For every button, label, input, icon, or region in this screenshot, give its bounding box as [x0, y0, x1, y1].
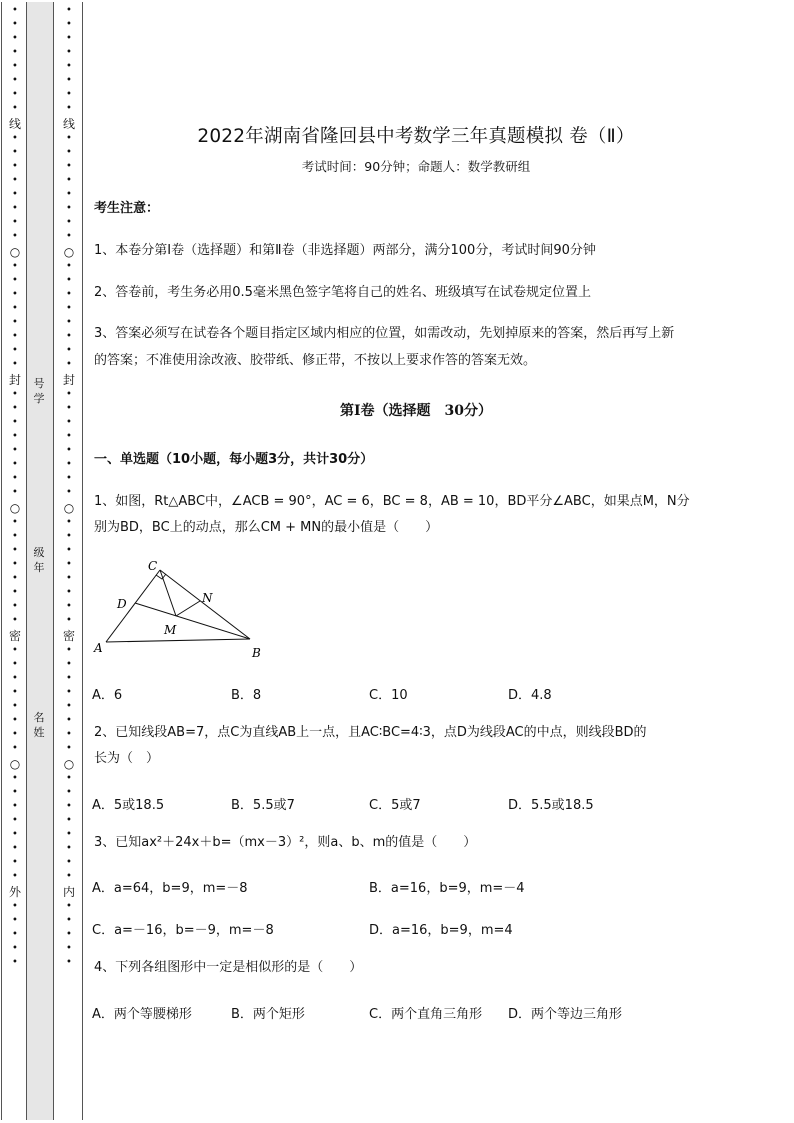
binding-dot: • — [12, 289, 18, 300]
binding-dot: • — [66, 89, 72, 100]
binding-dot: • — [12, 815, 18, 826]
question-3-option-a: A．a=64，b=9，m=－8 — [92, 881, 248, 896]
binding-dot: • — [12, 929, 18, 940]
binding-dot: • — [12, 587, 18, 598]
right-angle-mark — [156, 574, 166, 579]
binding-dot: • — [12, 659, 18, 670]
binding-dot: • — [12, 175, 18, 186]
question-3-option-c: C．a=－16，b=－9，m=－8 — [92, 923, 274, 938]
question-1-line-2: 别为BD，BC上的动点，那么CM + MN的最小值是（ ） — [94, 520, 439, 535]
binding-dot: • — [12, 573, 18, 584]
binding-dot: • — [12, 103, 18, 114]
question-2-option-a: A．5或18.5 — [92, 798, 165, 813]
question-4-line-1: 4、下列各组图形中一定是相似形的是（ ） — [94, 960, 363, 975]
notice-heading: 考生注意： — [94, 201, 160, 216]
binding-dot: • — [12, 701, 18, 712]
binding-dot: • — [66, 147, 72, 158]
binding-dot: • — [12, 957, 18, 968]
question-4-option-c: C．两个直角三角形 — [369, 1007, 483, 1022]
question-2-line-2: 长为（ ） — [94, 751, 160, 766]
question-4-option-a: A．两个等腰梯形 — [92, 1007, 192, 1022]
binding-dot: • — [66, 787, 72, 798]
question-1-line-1: 1、如图，Rt△ABC中，∠ACB = 90°，AC = 6，BC = 8，AB = 10，BD平分∠ABC，如果点M，N分 — [94, 494, 690, 509]
notice-item-1: 1、本卷分第I卷（选择题）和第Ⅱ卷（非选择题）两部分，满分100分，考试时间90分钟 — [94, 243, 596, 258]
binding-dot: • — [66, 175, 72, 186]
binding-dot: • — [12, 403, 18, 414]
binding-dot: • — [12, 801, 18, 812]
binding-dot: • — [66, 531, 72, 542]
binding-dot: • — [12, 317, 18, 328]
binding-dot: • — [12, 389, 18, 400]
binding-dot: • — [12, 47, 18, 58]
binding-dot: • — [66, 843, 72, 854]
binding-dot: • — [66, 601, 72, 612]
binding-mark-left-3: 封 — [8, 373, 21, 387]
binding-dot: • — [12, 857, 18, 868]
binding-mark-right-4: ○ — [63, 501, 75, 515]
binding-dot: • — [12, 147, 18, 158]
label-b: B — [252, 646, 261, 660]
binding-dots-right — [61, 4, 77, 970]
binding-dot: • — [12, 33, 18, 44]
binding-mark-left-2: ○ — [9, 245, 21, 259]
binding-mark-right-6: ○ — [63, 757, 75, 771]
section-title: 第I卷（选择题 30分） — [339, 403, 493, 419]
binding-dot: • — [66, 261, 72, 272]
label-c: C — [148, 559, 158, 573]
question-1-option-b: B．8 — [231, 688, 262, 703]
binding-dot: • — [66, 47, 72, 58]
binding-dot: • — [66, 317, 72, 328]
binding-dot: • — [12, 871, 18, 882]
binding-dot: • — [12, 601, 18, 612]
binding-dots-left — [7, 4, 23, 970]
binding-dot: • — [12, 915, 18, 926]
binding-dot: • — [12, 331, 18, 342]
margin-line-right — [82, 2, 83, 1120]
binding-dot: • — [66, 645, 72, 656]
binding-dot: • — [66, 161, 72, 172]
exam-subtitle: 考试时间：90分钟；命题人：数学教研组 — [301, 159, 531, 174]
student-id-label: 号学 — [33, 377, 45, 405]
binding-dot: • — [66, 801, 72, 812]
binding-dot: • — [12, 5, 18, 16]
binding-dot: • — [66, 929, 72, 940]
question-2-option-b: B．5.5或7 — [231, 798, 295, 813]
binding-mark-right-3: 封 — [62, 373, 75, 387]
binding-dot: • — [66, 715, 72, 726]
binding-dot: • — [66, 217, 72, 228]
binding-dot: • — [66, 303, 72, 314]
binding-dot: • — [66, 559, 72, 570]
binding-dot: • — [12, 901, 18, 912]
binding-dot: • — [12, 487, 18, 498]
binding-dot: • — [66, 871, 72, 882]
binding-dot: • — [12, 673, 18, 684]
binding-dot: • — [12, 687, 18, 698]
binding-dot: • — [66, 431, 72, 442]
binding-dot: • — [12, 843, 18, 854]
binding-dot: • — [12, 431, 18, 442]
binding-dot: • — [66, 403, 72, 414]
binding-mark-left-6: ○ — [9, 757, 21, 771]
binding-mark-right-5: 密 — [62, 629, 75, 643]
binding-dot: • — [66, 857, 72, 868]
binding-dot: • — [66, 417, 72, 428]
binding-dot: • — [66, 545, 72, 556]
binding-dot: • — [12, 417, 18, 428]
binding-dot: • — [12, 303, 18, 314]
binding-dot: • — [66, 615, 72, 626]
binding-dot: • — [12, 517, 18, 528]
label-m: M — [164, 623, 177, 637]
binding-dot: • — [12, 189, 18, 200]
binding-dot: • — [66, 389, 72, 400]
binding-dot: • — [66, 61, 72, 72]
label-n: N — [202, 591, 213, 605]
segment-mn — [176, 601, 200, 616]
notice-item-2: 2、答卷前，考生务必用0.5毫米黑色签字笔将自己的姓名、班级填写在试卷规定位置上 — [94, 285, 591, 300]
binding-dot: • — [66, 359, 72, 370]
label-a: A — [94, 641, 103, 655]
question-2-line-1: 2、已知线段AB=7，点C为直线AB上一点，且AC∶BC=4∶3，点D为线段AC的中点，则线段BD的 — [94, 725, 647, 740]
binding-dot: • — [12, 943, 18, 954]
binding-dot: • — [66, 473, 72, 484]
binding-dot: • — [12, 345, 18, 356]
binding-dot: • — [12, 217, 18, 228]
binding-dot: • — [66, 729, 72, 740]
margin-line-left — [1, 2, 2, 1120]
grade-label: 级年 — [33, 546, 45, 574]
question-1-option-c: C．10 — [369, 688, 408, 703]
question-2-option-d: D．5.5或18.5 — [508, 798, 594, 813]
binding-dot: • — [12, 161, 18, 172]
edge-ac — [106, 570, 160, 642]
binding-dot: • — [66, 815, 72, 826]
binding-dot: • — [12, 787, 18, 798]
binding-dot: • — [12, 89, 18, 100]
binding-dot: • — [66, 189, 72, 200]
binding-dot: • — [66, 75, 72, 86]
binding-dot: • — [66, 289, 72, 300]
binding-dot: • — [12, 645, 18, 656]
binding-dot: • — [12, 445, 18, 456]
question-1-figure — [90, 555, 270, 665]
notice-item-3-cont: 的答案；不准使用涂改液、胶带纸、修正带，不按以上要求作答的答案无效。 — [94, 353, 537, 368]
binding-dot: • — [12, 459, 18, 470]
binding-dot: • — [66, 203, 72, 214]
question-4-option-d: D．两个等边三角形 — [508, 1007, 623, 1022]
label-d: D — [117, 597, 127, 611]
name-label: 名姓 — [33, 711, 45, 739]
binding-mark-right-2: ○ — [63, 245, 75, 259]
binding-dot: • — [66, 231, 72, 242]
binding-dot: • — [66, 517, 72, 528]
binding-mark-left-7: 外 — [8, 885, 21, 899]
binding-dot: • — [66, 673, 72, 684]
binding-dot: • — [12, 773, 18, 784]
binding-dot: • — [12, 729, 18, 740]
binding-dot: • — [12, 715, 18, 726]
binding-dot: • — [66, 957, 72, 968]
binding-dot: • — [12, 743, 18, 754]
binding-dot: • — [66, 19, 72, 30]
binding-dot: • — [66, 33, 72, 44]
binding-dot: • — [66, 5, 72, 16]
question-3-option-b: B．a=16，b=9，m=－4 — [369, 881, 525, 896]
binding-dot: • — [66, 275, 72, 286]
part-title: 一、单选题（10小题，每小题3分，共计30分） — [94, 452, 374, 467]
binding-dot: • — [12, 615, 18, 626]
binding-mark-left-4: ○ — [9, 501, 21, 515]
notice-item-3: 3、答案必须写在试卷各个题目指定区域内相应的位置，如需改动，先划掉原来的答案，然后再写上新 — [94, 326, 675, 341]
question-4-option-b: B．两个矩形 — [231, 1007, 305, 1022]
binding-mark-left-5: 密 — [8, 629, 21, 643]
binding-dot: • — [66, 587, 72, 598]
binding-mark-right-7: 内 — [62, 885, 75, 899]
binding-dot: • — [66, 573, 72, 584]
binding-dot: • — [66, 659, 72, 670]
binding-mark-left-1: 线 — [8, 117, 21, 131]
binding-dot: • — [66, 345, 72, 356]
edge-ab — [106, 639, 250, 642]
binding-dot: • — [66, 487, 72, 498]
binding-dot: • — [12, 559, 18, 570]
binding-dot: • — [66, 445, 72, 456]
binding-dot: • — [12, 231, 18, 242]
binding-dot: • — [66, 743, 72, 754]
binding-dot: • — [66, 331, 72, 342]
binding-dot: • — [12, 359, 18, 370]
question-2-option-c: C．5或7 — [369, 798, 421, 813]
binding-dot: • — [66, 829, 72, 840]
binding-dot: • — [12, 545, 18, 556]
binding-dot: • — [66, 133, 72, 144]
binding-dot: • — [12, 61, 18, 72]
binding-dot: • — [66, 103, 72, 114]
binding-dot: • — [66, 701, 72, 712]
question-3-option-d: D．a=16，b=9，m=4 — [369, 923, 513, 938]
binding-dot: • — [66, 687, 72, 698]
binding-dot: • — [12, 275, 18, 286]
question-3-line-1: 3、已知ax²＋24x＋b=（mx－3）²，则a、b、m的值是（ ） — [94, 835, 477, 850]
binding-dot: • — [12, 203, 18, 214]
binding-dot: • — [12, 261, 18, 272]
binding-dot: • — [66, 459, 72, 470]
binding-dot: • — [66, 901, 72, 912]
exam-title: 2022年湖南省隆回县中考数学三年真题模拟 卷（Ⅱ） — [197, 126, 635, 147]
segment-cm — [160, 570, 176, 616]
binding-dot: • — [12, 133, 18, 144]
binding-dot: • — [66, 943, 72, 954]
question-1-option-d: D．4.8 — [508, 688, 552, 703]
binding-dot: • — [66, 915, 72, 926]
binding-mark-right-1: 线 — [62, 117, 75, 131]
binding-dot: • — [12, 829, 18, 840]
binding-dot: • — [12, 75, 18, 86]
binding-dot: • — [66, 773, 72, 784]
binding-dot: • — [12, 473, 18, 484]
binding-dot: • — [12, 19, 18, 30]
bisector-bd — [135, 603, 250, 639]
question-1-option-a: A．6 — [92, 688, 123, 703]
binding-dot: • — [12, 531, 18, 542]
